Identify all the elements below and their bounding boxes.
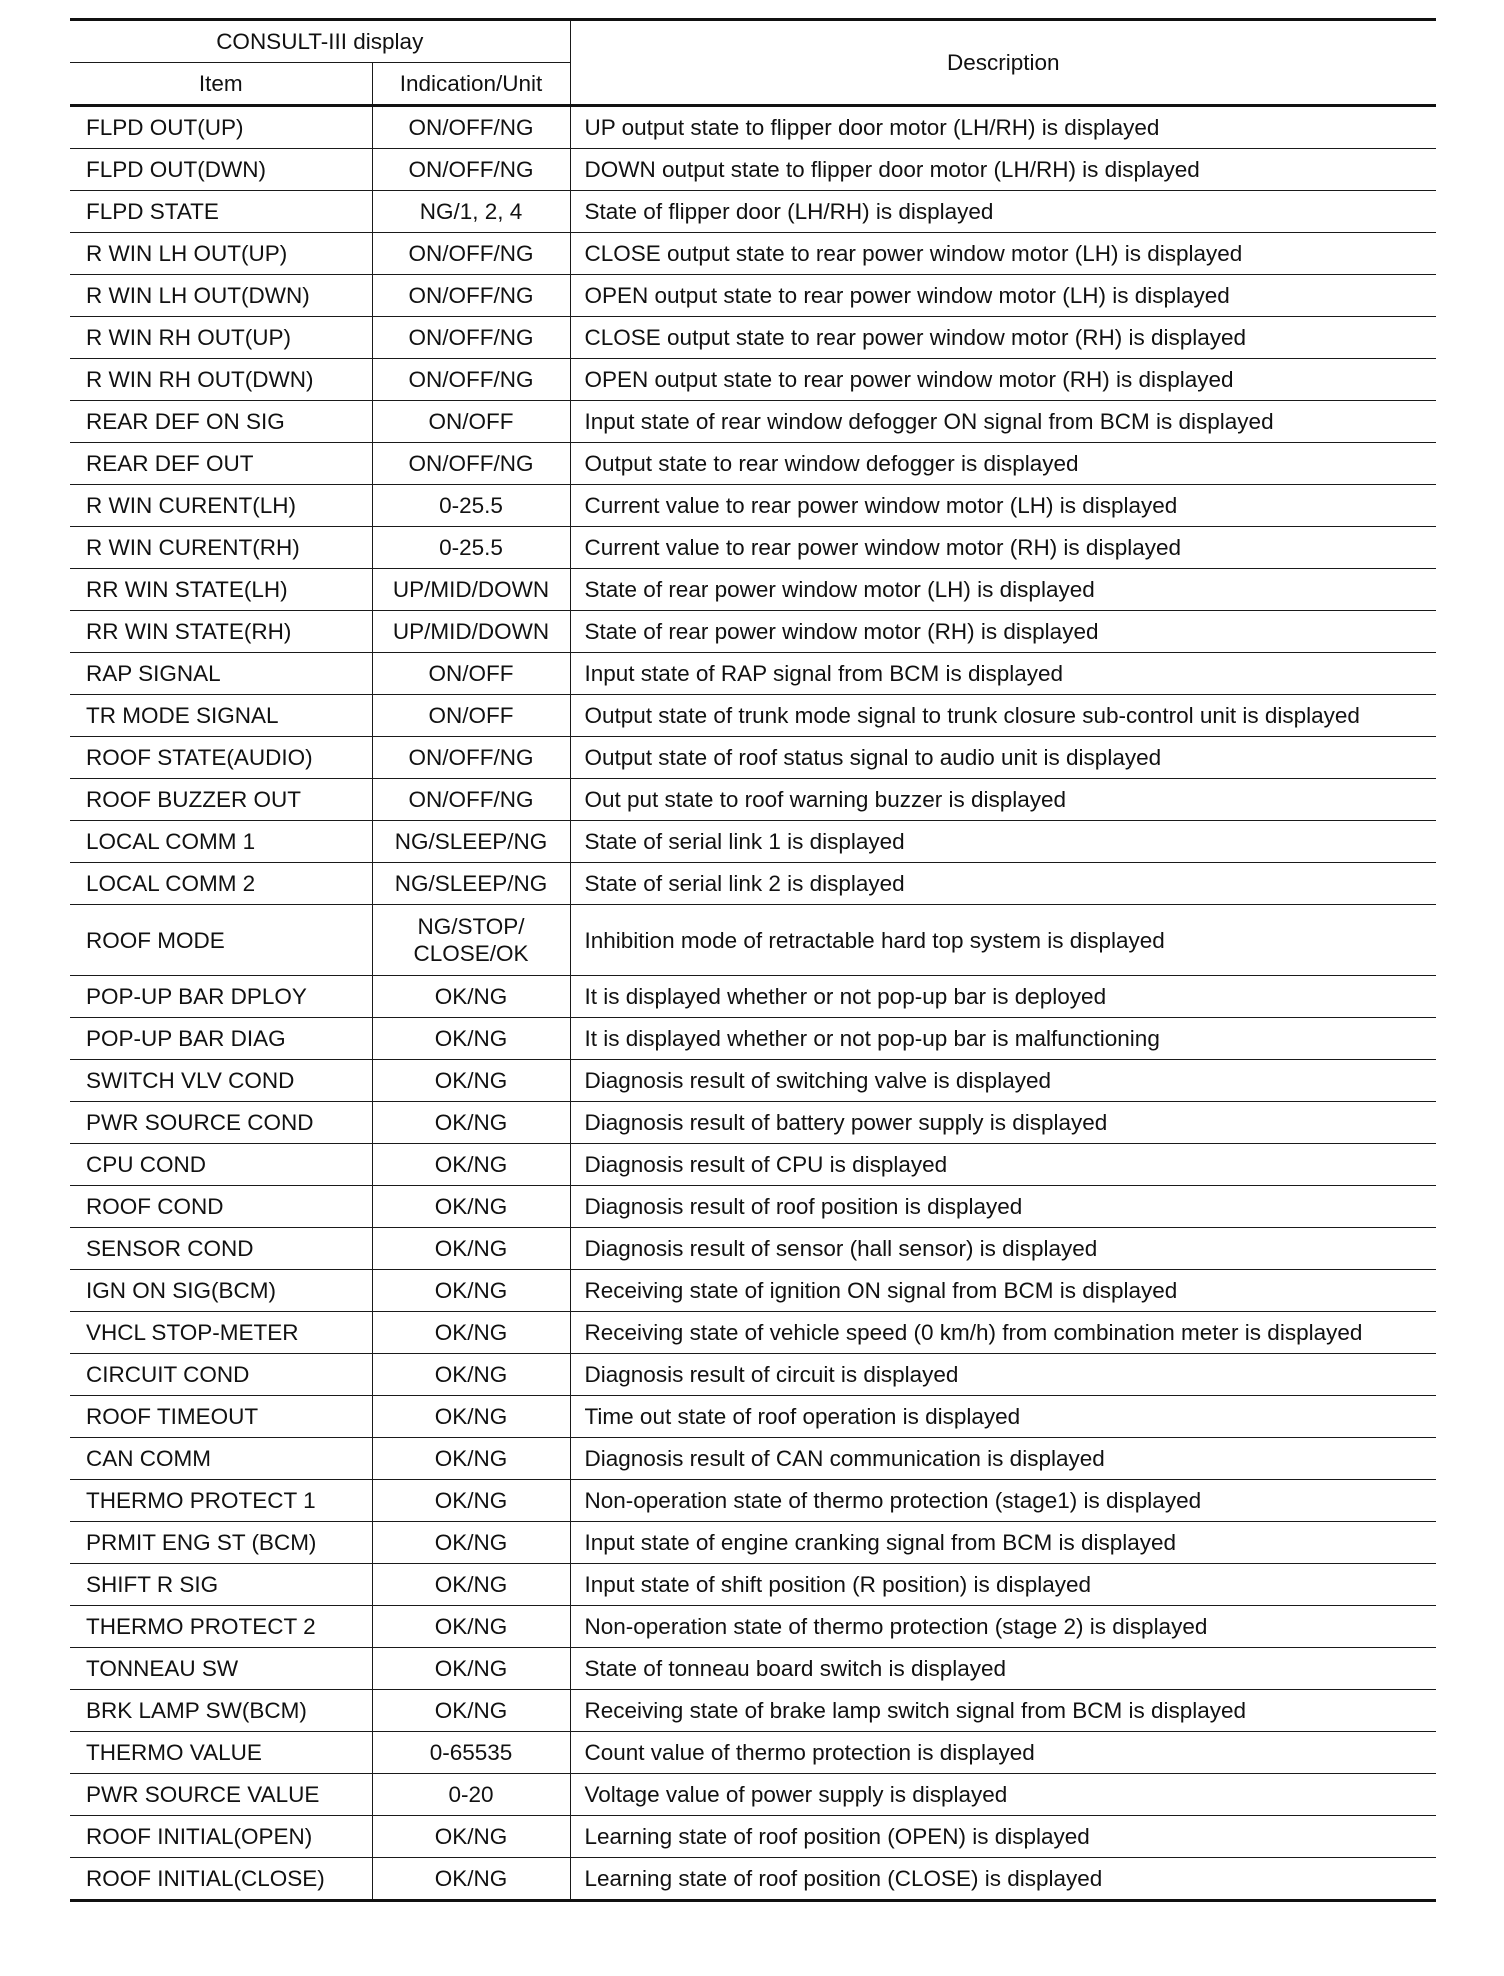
table-row [70, 653, 1436, 695]
indication-unit-cell: NG/STOP/ CLOSE/OK [372, 905, 570, 976]
indication-unit-cell: OK/NG [372, 1606, 570, 1648]
description-cell: Non-operation state of thermo protection (stage 2) is displayed [570, 1606, 1436, 1648]
description-cell: Non-operation state of thermo protection (stage1) is displayed [570, 1480, 1436, 1522]
unit-column-header: Indication/Unit [372, 63, 570, 106]
description-cell: Diagnosis result of roof position is displayed [570, 1186, 1436, 1228]
table-row [70, 485, 1436, 527]
indication-unit-cell: 0-65535 [372, 1732, 570, 1774]
indication-unit-cell: OK/NG [372, 1564, 570, 1606]
indication-unit-cell: UP/MID/DOWN [372, 569, 570, 611]
indication-unit-cell: 0-25.5 [372, 527, 570, 569]
item-cell: R WIN CURENT(LH) [70, 485, 372, 527]
table-row [70, 821, 1436, 863]
description-cell: Output state of roof status signal to audio unit is displayed [570, 737, 1436, 779]
item-cell: TONNEAU SW [70, 1648, 372, 1690]
item-cell: ROOF INITIAL(OPEN) [70, 1816, 372, 1858]
description-cell: Learning state of roof position (OPEN) is displayed [570, 1816, 1436, 1858]
indication-unit-cell: ON/OFF/NG [372, 275, 570, 317]
table-row [70, 317, 1436, 359]
table-row [70, 611, 1436, 653]
description-cell: Current value to rear power window motor (LH) is displayed [570, 485, 1436, 527]
item-cell: PWR SOURCE COND [70, 1102, 372, 1144]
indication-unit-cell: OK/NG [372, 1018, 570, 1060]
item-cell: REAR DEF ON SIG [70, 401, 372, 443]
item-cell: CAN COMM [70, 1438, 372, 1480]
indication-unit-cell: OK/NG [372, 976, 570, 1018]
item-column-header: Item [70, 63, 372, 106]
table-row [70, 443, 1436, 485]
table-row [70, 779, 1436, 821]
description-cell: Receiving state of ignition ON signal from BCM is displayed [570, 1270, 1436, 1312]
indication-unit-cell: ON/OFF [372, 401, 570, 443]
item-cell: ROOF MODE [70, 905, 372, 976]
indication-unit-cell: ON/OFF/NG [372, 443, 570, 485]
item-cell: ROOF BUZZER OUT [70, 779, 372, 821]
table-row [70, 1396, 1436, 1438]
table-row [70, 1690, 1436, 1732]
description-cell: State of flipper door (LH/RH) is displayed [570, 191, 1436, 233]
indication-unit-cell: UP/MID/DOWN [372, 611, 570, 653]
indication-unit-cell: OK/NG [372, 1060, 570, 1102]
description-cell: Input state of RAP signal from BCM is displayed [570, 653, 1436, 695]
indication-unit-cell: OK/NG [372, 1354, 570, 1396]
table-row [70, 1774, 1436, 1816]
item-cell: POP-UP BAR DIAG [70, 1018, 372, 1060]
description-cell: Diagnosis result of battery power supply is displayed [570, 1102, 1436, 1144]
description-cell: Inhibition mode of retractable hard top system is displayed [570, 905, 1436, 976]
indication-unit-cell: OK/NG [372, 1312, 570, 1354]
indication-unit-cell: OK/NG [372, 1186, 570, 1228]
item-cell: CIRCUIT COND [70, 1354, 372, 1396]
table-row [70, 233, 1436, 275]
table-row [70, 106, 1436, 149]
indication-unit-cell: NG/1, 2, 4 [372, 191, 570, 233]
table-row [70, 1228, 1436, 1270]
item-cell: CPU COND [70, 1144, 372, 1186]
indication-unit-cell: ON/OFF/NG [372, 233, 570, 275]
item-cell: ROOF COND [70, 1186, 372, 1228]
table-row [70, 1102, 1436, 1144]
description-cell: Time out state of roof operation is displayed [570, 1396, 1436, 1438]
indication-unit-cell: ON/OFF/NG [372, 359, 570, 401]
table-row [70, 1480, 1436, 1522]
description-cell: Diagnosis result of CPU is displayed [570, 1144, 1436, 1186]
table-row [70, 191, 1436, 233]
description-cell: Diagnosis result of circuit is displayed [570, 1354, 1436, 1396]
indication-unit-cell: OK/NG [372, 1522, 570, 1564]
table-row [70, 527, 1436, 569]
description-cell: OPEN output state to rear power window motor (LH) is displayed [570, 275, 1436, 317]
item-cell: RR WIN STATE(RH) [70, 611, 372, 653]
indication-unit-cell: OK/NG [372, 1102, 570, 1144]
indication-unit-cell: OK/NG [372, 1144, 570, 1186]
item-cell: R WIN RH OUT(UP) [70, 317, 372, 359]
table-row [70, 1270, 1436, 1312]
table-row [70, 1060, 1436, 1102]
table-row [70, 569, 1436, 611]
indication-unit-cell: ON/OFF [372, 653, 570, 695]
item-cell: THERMO PROTECT 2 [70, 1606, 372, 1648]
indication-unit-cell: ON/OFF/NG [372, 106, 570, 149]
table-row [70, 863, 1436, 905]
table-row [70, 1018, 1436, 1060]
item-cell: POP-UP BAR DPLOY [70, 976, 372, 1018]
description-cell: Out put state to roof warning buzzer is displayed [570, 779, 1436, 821]
indication-unit-cell: OK/NG [372, 1690, 570, 1732]
description-cell: Receiving state of vehicle speed (0 km/h) from combination meter is displayed [570, 1312, 1436, 1354]
item-cell: IGN ON SIG(BCM) [70, 1270, 372, 1312]
indication-unit-cell: OK/NG [372, 1648, 570, 1690]
item-cell: FLPD OUT(DWN) [70, 149, 372, 191]
description-cell: DOWN output state to flipper door motor (LH/RH) is displayed [570, 149, 1436, 191]
description-cell: State of serial link 1 is displayed [570, 821, 1436, 863]
consult-display-table [70, 18, 1436, 1902]
indication-unit-cell: ON/OFF/NG [372, 737, 570, 779]
description-cell: Voltage value of power supply is displayed [570, 1774, 1436, 1816]
indication-unit-cell: ON/OFF/NG [372, 149, 570, 191]
indication-unit-cell: OK/NG [372, 1480, 570, 1522]
description-cell: Learning state of roof position (CLOSE) is displayed [570, 1858, 1436, 1901]
table-row [70, 695, 1436, 737]
indication-unit-cell: OK/NG [372, 1816, 570, 1858]
table-row [70, 359, 1436, 401]
table-row [70, 275, 1436, 317]
item-cell: ROOF TIMEOUT [70, 1396, 372, 1438]
item-cell: FLPD STATE [70, 191, 372, 233]
indication-unit-cell: OK/NG [372, 1228, 570, 1270]
description-cell: OPEN output state to rear power window motor (RH) is displayed [570, 359, 1436, 401]
table-row [70, 1312, 1436, 1354]
item-cell: SWITCH VLV COND [70, 1060, 372, 1102]
item-cell: THERMO VALUE [70, 1732, 372, 1774]
indication-unit-cell: ON/OFF [372, 695, 570, 737]
indication-unit-cell: 0-25.5 [372, 485, 570, 527]
item-cell: R WIN LH OUT(DWN) [70, 275, 372, 317]
description-cell: Output state to rear window defogger is displayed [570, 443, 1436, 485]
description-cell: Input state of shift position (R position) is displayed [570, 1564, 1436, 1606]
item-cell: R WIN LH OUT(UP) [70, 233, 372, 275]
description-cell: State of rear power window motor (LH) is displayed [570, 569, 1436, 611]
table-row [70, 1438, 1436, 1480]
table-row [70, 1816, 1436, 1858]
item-cell: R WIN RH OUT(DWN) [70, 359, 372, 401]
indication-unit-cell: NG/SLEEP/NG [372, 821, 570, 863]
table-row [70, 1354, 1436, 1396]
description-cell: State of tonneau board switch is displayed [570, 1648, 1436, 1690]
item-cell: PWR SOURCE VALUE [70, 1774, 372, 1816]
description-cell: Input state of engine cranking signal from BCM is displayed [570, 1522, 1436, 1564]
item-cell: PRMIT ENG ST (BCM) [70, 1522, 372, 1564]
item-cell: R WIN CURENT(RH) [70, 527, 372, 569]
description-cell: CLOSE output state to rear power window motor (LH) is displayed [570, 233, 1436, 275]
item-cell: LOCAL COMM 2 [70, 863, 372, 905]
description-cell: Diagnosis result of CAN communication is displayed [570, 1438, 1436, 1480]
item-cell: RR WIN STATE(LH) [70, 569, 372, 611]
item-cell: BRK LAMP SW(BCM) [70, 1690, 372, 1732]
table-row [70, 1648, 1436, 1690]
description-column-header: Description [570, 20, 1436, 106]
description-cell: Input state of rear window defogger ON signal from BCM is displayed [570, 401, 1436, 443]
indication-unit-cell: NG/SLEEP/NG [372, 863, 570, 905]
table-row [70, 1732, 1436, 1774]
description-cell: Receiving state of brake lamp switch signal from BCM is displayed [570, 1690, 1436, 1732]
item-cell: RAP SIGNAL [70, 653, 372, 695]
description-cell: It is displayed whether or not pop-up bar is malfunctioning [570, 1018, 1436, 1060]
table-row [70, 1144, 1436, 1186]
table-row [70, 1858, 1436, 1901]
item-cell: TR MODE SIGNAL [70, 695, 372, 737]
header-row-top [70, 20, 1436, 63]
indication-unit-cell: OK/NG [372, 1270, 570, 1312]
item-cell: LOCAL COMM 1 [70, 821, 372, 863]
table-row [70, 737, 1436, 779]
consult-display-group-header: CONSULT-III display [70, 20, 570, 63]
table-row [70, 401, 1436, 443]
indication-unit-cell: ON/OFF/NG [372, 779, 570, 821]
item-cell: SHIFT R SIG [70, 1564, 372, 1606]
item-cell: SENSOR COND [70, 1228, 372, 1270]
description-cell: State of rear power window motor (RH) is displayed [570, 611, 1436, 653]
description-cell: State of serial link 2 is displayed [570, 863, 1436, 905]
item-cell: ROOF INITIAL(CLOSE) [70, 1858, 372, 1901]
description-cell: Output state of trunk mode signal to trunk closure sub-control unit is displayed [570, 695, 1436, 737]
description-cell: Diagnosis result of sensor (hall sensor) is displayed [570, 1228, 1436, 1270]
description-cell: It is displayed whether or not pop-up bar is deployed [570, 976, 1436, 1018]
table-row [70, 1522, 1436, 1564]
item-cell: ROOF STATE(AUDIO) [70, 737, 372, 779]
table-row [70, 905, 1436, 976]
description-cell: Current value to rear power window motor (RH) is displayed [570, 527, 1436, 569]
indication-unit-cell: OK/NG [372, 1396, 570, 1438]
consult-data-sheet [70, 18, 1436, 1902]
item-cell: VHCL STOP-METER [70, 1312, 372, 1354]
description-cell: Diagnosis result of switching valve is displayed [570, 1060, 1436, 1102]
indication-unit-cell: OK/NG [372, 1858, 570, 1901]
table-row [70, 1186, 1436, 1228]
table-row [70, 976, 1436, 1018]
table-row [70, 149, 1436, 191]
description-cell: UP output state to flipper door motor (LH/RH) is displayed [570, 106, 1436, 149]
description-cell: Count value of thermo protection is displayed [570, 1732, 1436, 1774]
item-cell: THERMO PROTECT 1 [70, 1480, 372, 1522]
item-cell: FLPD OUT(UP) [70, 106, 372, 149]
indication-unit-cell: ON/OFF/NG [372, 317, 570, 359]
indication-unit-cell: 0-20 [372, 1774, 570, 1816]
table-body [70, 106, 1436, 1901]
description-cell: CLOSE output state to rear power window motor (RH) is displayed [570, 317, 1436, 359]
indication-unit-cell: OK/NG [372, 1438, 570, 1480]
item-cell: REAR DEF OUT [70, 443, 372, 485]
table-row [70, 1564, 1436, 1606]
table-row [70, 1606, 1436, 1648]
